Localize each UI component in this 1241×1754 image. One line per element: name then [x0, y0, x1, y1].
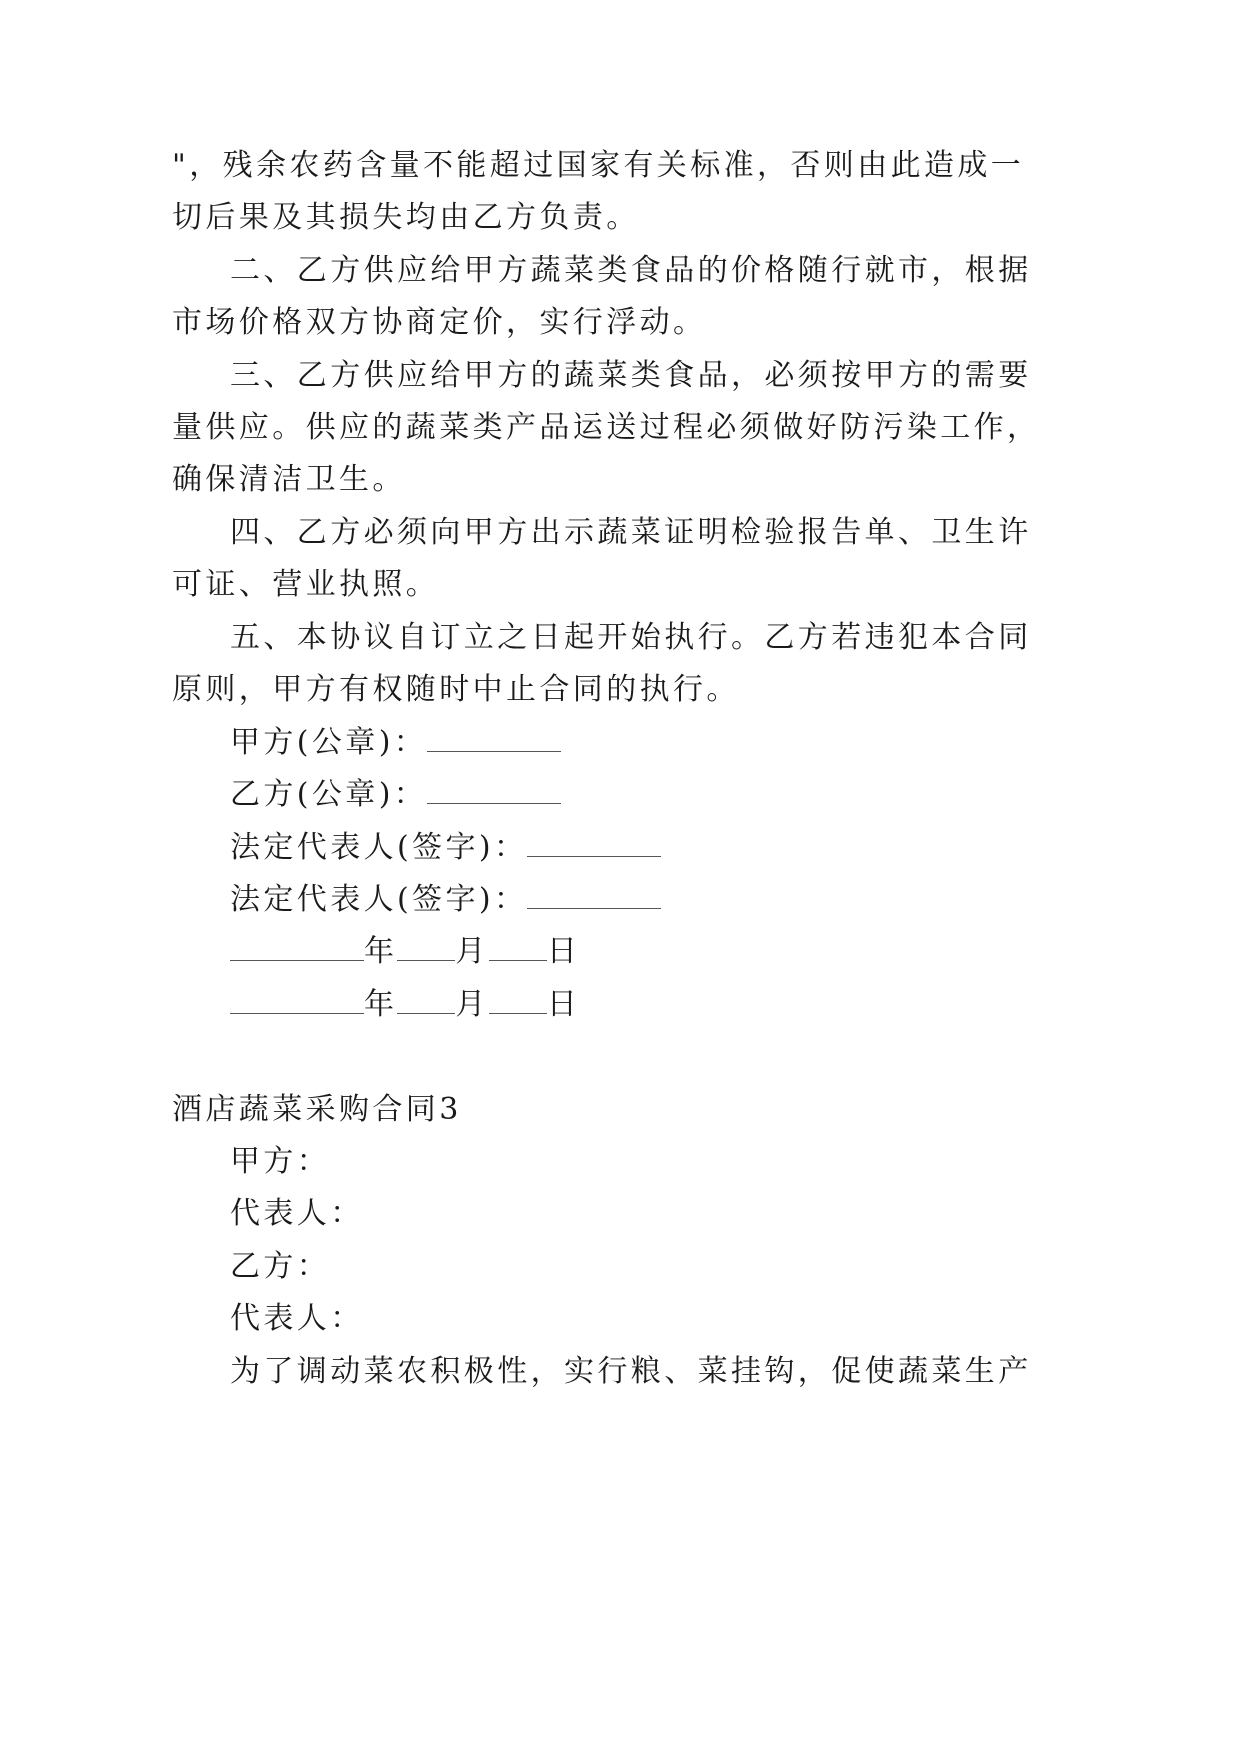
legal-rep-line-2: [0, 880, 1241, 920]
date-line-2: [0, 985, 1241, 1025]
year-label: 年: [364, 987, 398, 1022]
party-a-seal-line: [0, 723, 1241, 763]
section-title: 酒店蔬菜采购合同3: [172, 1092, 462, 1127]
text-line: 可证、营业执照。: [172, 567, 440, 602]
text-line: 原则，甲方有权随时中止合同的执行。: [172, 672, 740, 707]
representative-b-label: 代表人：: [230, 1301, 364, 1336]
year-blank: [230, 934, 364, 961]
signature-blank: [427, 725, 561, 752]
party-b-seal-label: 乙方(公章)：: [230, 777, 428, 812]
text-line: 切后果及其损失均由乙方负责。: [172, 200, 640, 235]
party-b-label: 乙方：: [230, 1249, 331, 1284]
legal-rep-label: 法定代表人(签字)：: [230, 882, 528, 917]
text-line: "，残余农药含量不能超过国家有关标准，否则由此造成一: [172, 148, 1025, 183]
party-a-label: 甲方：: [230, 1144, 331, 1179]
clause-3: 三、乙方供应给甲方的蔬菜类食品，必须按甲方的需要: [230, 358, 1032, 393]
day-label: 日: [546, 987, 581, 1022]
clause-4: 四、乙方必须向甲方出示蔬菜证明检验报告单、卫生许: [230, 515, 1032, 550]
day-blank: [489, 934, 547, 961]
day-blank: [489, 987, 547, 1014]
representative-a-label: 代表人：: [230, 1196, 364, 1231]
party-b-seal-line: [0, 775, 1241, 815]
legal-rep-line-1: [0, 828, 1241, 868]
text-line: 量供应。供应的蔬菜类产品运送过程必须做好防污染工作，: [172, 410, 1041, 445]
date-line-1: [0, 932, 1241, 972]
month-blank: [397, 934, 455, 961]
signature-blank: [527, 882, 661, 909]
month-blank: [397, 987, 455, 1014]
signature-blank: [527, 830, 661, 857]
clause-2: 二、乙方供应给甲方蔬菜类食品的价格随行就市，根据: [230, 253, 1032, 288]
day-label: 日: [546, 934, 581, 969]
year-label: 年: [364, 934, 398, 969]
clause-5: 五、本协议自订立之日起开始执行。乙方若违犯本合同: [230, 620, 1032, 655]
legal-rep-label: 法定代表人(签字)：: [230, 830, 528, 865]
party-a-seal-label: 甲方(公章)：: [230, 725, 428, 760]
signature-blank: [427, 777, 561, 804]
intro-paragraph: 为了调动菜农积极性，实行粮、菜挂钩，促使蔬菜生产: [230, 1354, 1032, 1389]
month-label: 月: [455, 934, 489, 969]
text-line: 确保清洁卫生。: [172, 462, 406, 497]
year-blank: [230, 987, 364, 1014]
text-line: 市场价格双方协商定价，实行浮动。: [172, 305, 707, 340]
month-label: 月: [455, 987, 489, 1022]
